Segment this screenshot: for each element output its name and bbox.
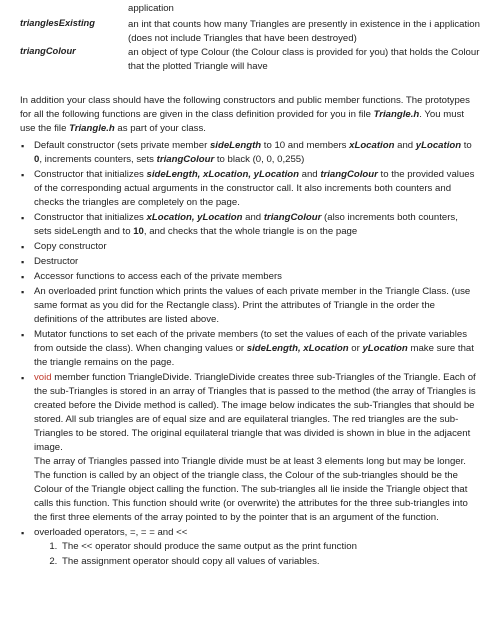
- intro-paragraph: In addition your class should have the following constructors and public member functions. The prototypes for all the following functions are given in the class definition provided for you in file Triangle.h. You must use the file Triangle.h as part of your class.: [20, 95, 470, 134]
- list-item: ▪ Destructor: [20, 255, 478, 269]
- definition-row: [0, 46, 500, 74]
- list-item: ▪ Copy constructor: [20, 240, 478, 254]
- list-item: ▪ Mutator functions to set each of the private members (to set the values of each of the private variables from outside the class). When changing values or sideLength, xLocation or yLocation make sure that the triangle remains on the page.: [20, 328, 478, 370]
- requirements-list: [20, 139, 478, 569]
- definition-row: [0, 18, 500, 46]
- definition-term: triangColour: [20, 46, 76, 56]
- operators-sublist: [34, 540, 478, 569]
- sublist-item: 1. The << operator should produce the same output as the print function: [60, 540, 478, 554]
- definition-desc: application: [128, 3, 174, 14]
- list-item: ▪ An overloaded print function which prints the values of each private member in the Triangle Class. (use same format as you did for the Rectangle class). Print the attributes of Triangle in the order the definitions of the attributes are listed above.: [20, 285, 478, 327]
- definition-term: [0, 2, 128, 16]
- definition-term: trianglesExisting: [20, 18, 95, 28]
- sublist-item: 2. The assignment operator should copy all values of variables.: [60, 555, 478, 569]
- list-item: ▪ void member function TriangleDivide. TriangleDivide creates three sub-Triangles of the Triangle. Each of the sub-Triangles is stored in an array of Triangles that is passed to the method (the array of Triangles is created before the Divide method is called). The image below indicates the sub-Triangles that should be stored. All sub triangles are of equal size and are equilateral triangles. The red triangles are the sub-Triangles to be stored. The original equilateral triangle that was divided is shown in blue in the adjacent image. The array of Triangles passed into Triangle divide must be at least 3 elements long but may be longer. The function is called by an object of the triangle class, the Colour of the sub-triangles should be the Colour of the Triangle object calling the function. The sub-triangles all lie inside the Triangle object that calls this function. This function should write (or overwrite) the attributes for the three sub-triangles into the first three elements of the array pointed to by the pointer that is an argument of the function.: [20, 371, 478, 525]
- list-item: ▪ Constructor that initializes sideLength, xLocation, yLocation and triangColour to the provided values of the corresponding actual arguments in the constructor call. It also increments both counters and checks the triangles are completely on the page.: [20, 168, 478, 210]
- definition-row: [0, 2, 500, 16]
- list-item: ▪ Constructor that initializes xLocation, yLocation and triangColour (also increments both counters, sets sideLength and to 10, and checks that the whole triangle is on the page: [20, 211, 478, 239]
- list-item: ▪ Default constructor (sets private member sideLength to 10 and members xLocation and yLocation to 0, increments counters, sets triangColour to black (0, 0, 0,255): [20, 139, 478, 167]
- definition-desc: an int that counts how many Triangles are presently in existence in the i application (does not include Triangles that have been destroyed): [128, 19, 480, 44]
- attribute-definitions: [0, 0, 500, 74]
- definition-desc: an object of type Colour (the Colour class is provided for you) that holds the Colour that the plotted Triangle will have: [128, 47, 480, 72]
- requirements-body: [20, 94, 478, 570]
- list-item: ▪ overloaded operators, =, = = and << 1. The << operator should produce the same output as the print function 2. The assignment operator should copy all values of variables.: [20, 526, 478, 569]
- list-item: ▪ Accessor functions to access each of the private members: [20, 270, 478, 284]
- void-keyword: void: [34, 372, 52, 383]
